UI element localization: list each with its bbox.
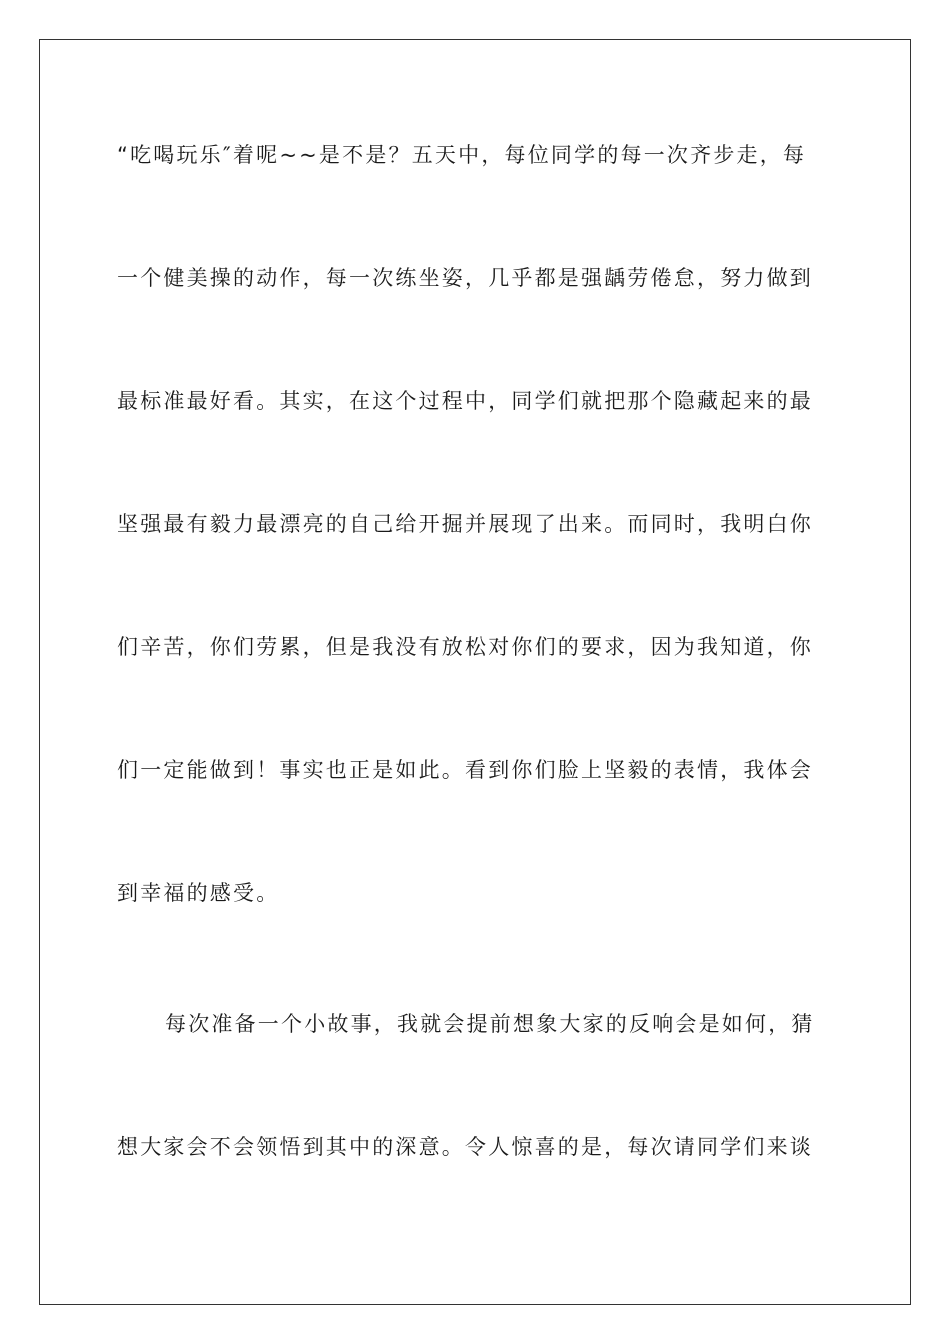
text-line: 最标准最好看。其实，在这个过程中，同学们就把那个隐藏起来的最	[117, 389, 813, 413]
text-line: 们辛苦，你们劳累，但是我没有放松对你们的要求，因为我知道，你	[117, 635, 813, 659]
text-line: 坚强最有毅力最漂亮的自己给开掘并展现了出来。而同时，我明白你	[117, 512, 813, 536]
text-line: 想大家会不会领悟到其中的深意。令人惊喜的是，每次请同学们来谈	[117, 1135, 813, 1159]
text-line: 们一定能做到！事实也正是如此。看到你们脸上坚毅的表情，我体会	[117, 758, 813, 782]
text-line: 到幸福的感受。	[117, 881, 280, 905]
text-line: 每次准备一个小故事，我就会提前想象大家的反响会是如何，猜	[165, 1012, 815, 1036]
text-line: “吃喝玩乐″着呢~~是不是？五天中，每位同学的每一次齐步走，每	[117, 143, 807, 167]
text-line: 一个健美操的动作，每一次练坐姿，几乎都是强龋劳倦怠，努力做到	[117, 266, 813, 290]
page-frame	[39, 39, 911, 1305]
